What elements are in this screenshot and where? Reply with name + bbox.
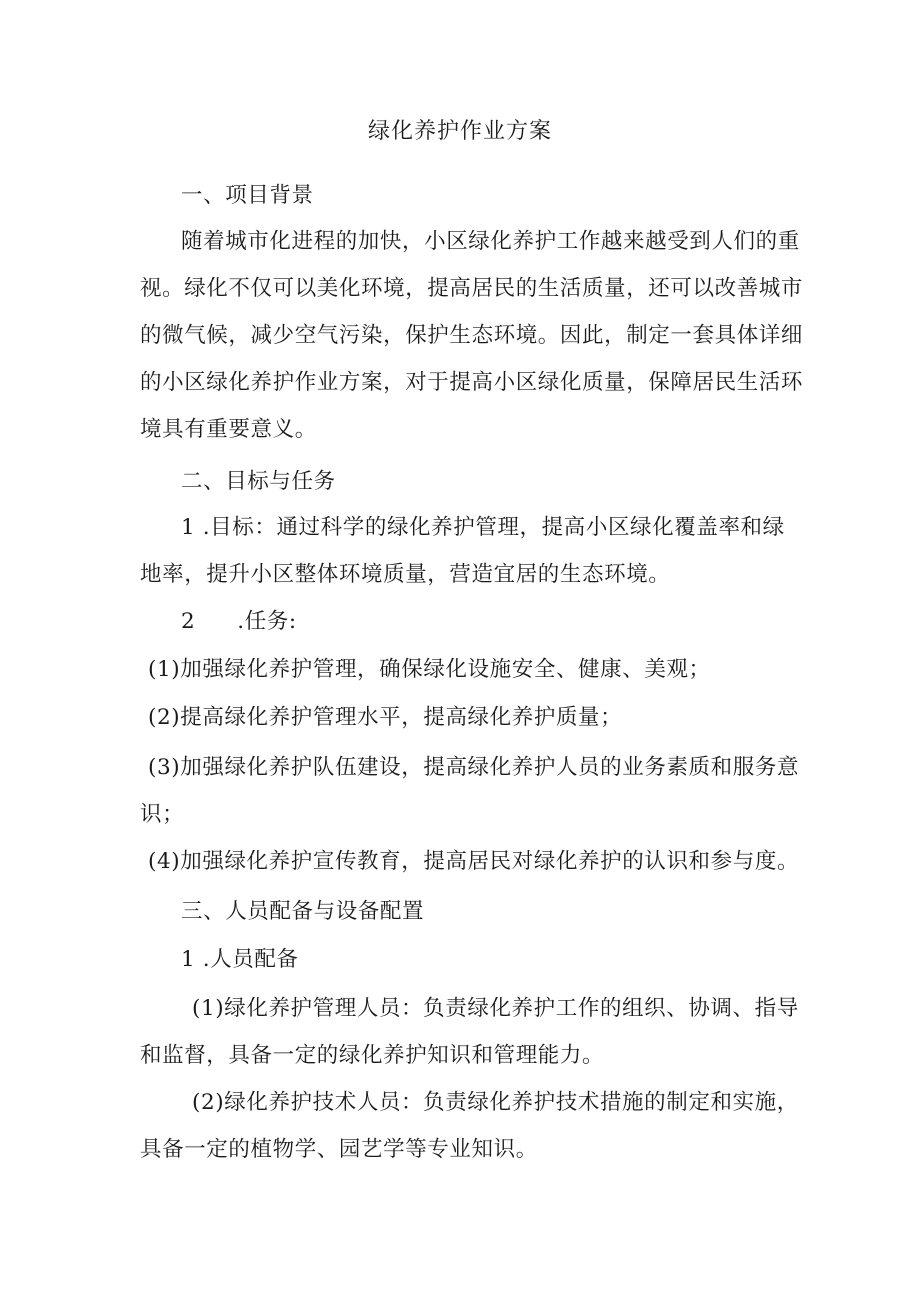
section-heading-background: 一、项目背景: [181, 183, 314, 208]
section-heading-goals: 二、目标与任务: [181, 469, 336, 494]
paragraph-line: 境具有重要意义。: [140, 417, 317, 442]
paragraph-line: 的微气候，减少空气污染，保护生态环境。因此，制定一套具体详细: [140, 323, 804, 348]
paragraph-line: 1 .目标：通过科学的绿化养护管理，提高小区绿化覆盖率和绿: [181, 515, 785, 540]
paragraph-line: (1)绿化养护管理人员：负责绿化养护工作的组织、协调、指导: [192, 996, 799, 1021]
background-paragraph: [140, 218, 803, 453]
paragraph-line: 随着城市化进程的加快，小区绿化养护工作越来越受到人们的重: [181, 229, 800, 254]
staff-item: [140, 985, 799, 1079]
task-item: (4)加强绿化养护宣传教育，提高居民对绿化养护的认识和参与度。: [148, 849, 800, 874]
paragraph-line: 识；: [140, 802, 185, 827]
task-item: (1)加强绿化养护管理，确保绿化设施安全、健康、美观；: [148, 657, 711, 682]
task-label-text: .任务:: [237, 609, 297, 634]
paragraph-line: 地率，提升小区整体环境质量，营造宜居的生态环境。: [140, 562, 671, 587]
document-title: 绿化养护作业方案: [367, 119, 552, 144]
staff-item: [140, 1079, 799, 1173]
paragraph-line: 的小区绿化养护作业方案，对于提高小区绿化质量，保障居民生活环: [140, 370, 804, 395]
task-label: [181, 598, 297, 645]
task-label-number: 2: [181, 609, 196, 634]
paragraph-line: (3)加强绿化养护队伍建设，提高绿化养护人员的业务素质和服务意: [148, 755, 800, 780]
task-item: [140, 744, 800, 838]
subsection-heading-staffing: 1 .人员配备: [181, 947, 299, 972]
paragraph-line: 具备一定的植物学、园艺学等专业知识。: [140, 1137, 538, 1162]
task-item: (2)提高绿化养护管理水平，提高绿化养护质量；: [148, 705, 623, 730]
paragraph-line: (2)绿化养护技术人员：负责绿化养护技术措施的制定和实施，: [192, 1090, 799, 1115]
section-heading-staffing: 三、人员配备与设备配置: [181, 899, 425, 924]
goal-paragraph: [140, 504, 785, 598]
paragraph-line: 和监督，具备一定的绿化养护知识和管理能力。: [140, 1043, 605, 1068]
paragraph-line: 视。绿化不仅可以美化环境，提高居民的生活质量，还可以改善城市: [140, 276, 804, 301]
